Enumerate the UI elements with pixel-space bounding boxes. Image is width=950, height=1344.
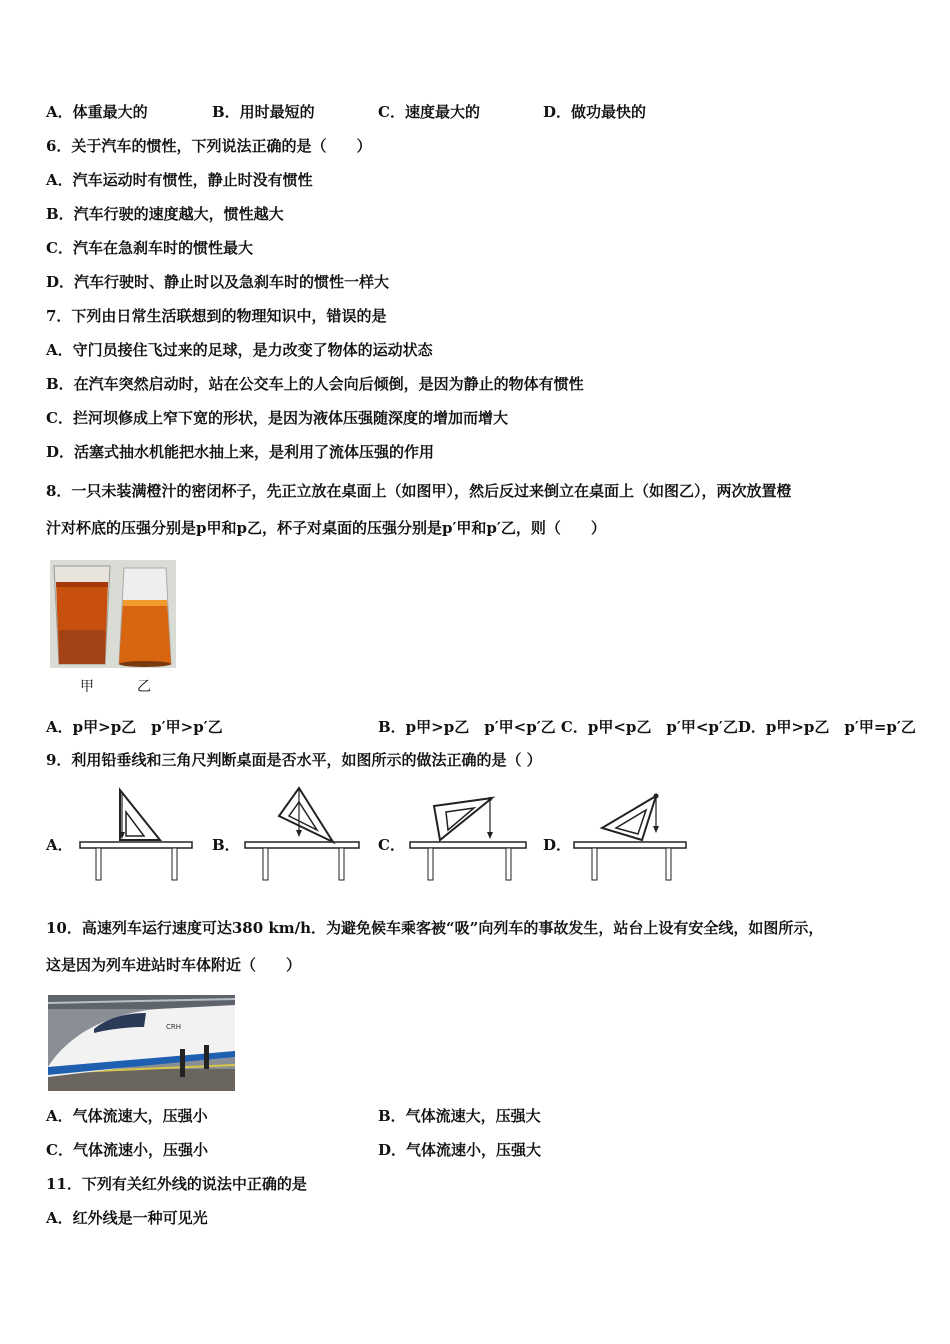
q10-option-a: A．气体流速大，压强小 (46, 1107, 208, 1125)
q9-figure-d (572, 782, 690, 882)
q9-figure-c (408, 782, 530, 882)
q10-stem-line2: 这是因为列车进站时车体附近（ ） (46, 956, 302, 974)
q7-option-c: C．拦河坝修成上窄下宽的形状，是因为液体压强随深度的增加而增大 (46, 409, 508, 427)
q5-option-c: C．速度最大的 (378, 103, 480, 121)
q9-option-c-label: C． (378, 836, 405, 854)
q7-option-b: B．在汽车突然启动时，站在公交车上的人会向后倾倒，是因为静止的物体有惯性 (46, 375, 584, 393)
cup-caption-jia: 甲 (80, 679, 94, 695)
q5-option-a: A．体重最大的 (46, 103, 148, 121)
q9-option-a-label: A． (46, 836, 73, 854)
q10-option-d: D．气体流速小，压强大 (378, 1141, 542, 1159)
q10-option-b: B．气体流速大，压强大 (378, 1107, 541, 1125)
juice-cups-figure (50, 560, 176, 668)
q11-option-a: A．红外线是一种可见光 (46, 1209, 208, 1227)
q7-stem: 7．下列由日常生活联想到的物理知识中，错误的是 (46, 307, 387, 325)
q8-stem-line2: 汁对杯底的压强分别是p甲和p乙，杯子对桌面的压强分别是p′甲和p′乙，则（ ） (46, 519, 606, 537)
q6-stem: 6．关于汽车的惯性，下列说法正确的是（ ） (46, 137, 372, 155)
q10-stem-line1: 10．高速列车运行速度可达380 km/h．为避免候车乘客被“吸”向列车的事故发生，站台上设有安全线，如图所示， (46, 919, 824, 937)
q6-option-d: D．汽车行驶时、静止时以及急刹车时的惯性一样大 (46, 273, 390, 291)
q10-option-c: C．气体流速小，压强小 (46, 1141, 208, 1159)
q9-figure-b (243, 782, 363, 882)
train-photo (48, 995, 235, 1091)
q11-stem: 11．下列有关红外线的说法中正确的是 (46, 1175, 307, 1193)
q7-option-a: A．守门员接住飞过来的足球，是力改变了物体的运动状态 (46, 341, 433, 359)
q9-figure-a (78, 782, 196, 882)
q5-option-b: B．用时最短的 (212, 103, 315, 121)
q6-option-a: A．汽车运动时有惯性，静止时没有惯性 (46, 171, 313, 189)
cup-caption-yi: 乙 (137, 679, 151, 695)
q6-option-c: C．汽车在急刹车时的惯性最大 (46, 239, 253, 257)
q8-stem-line1: 8．一只未装满橙汁的密闭杯子，先正立放在桌面上（如图甲），然后反过来倒立在桌面上（如图乙），两次放置橙 (46, 482, 792, 500)
q5-option-d: D．做功最快的 (543, 103, 647, 121)
q8-options-bcd: B．p甲>p乙 p′甲<p′乙 C．p甲<p乙 p′甲<p′乙D．p甲>p乙 p′甲=p′乙 (378, 718, 916, 736)
svg-text:CRH: CRH (166, 1023, 182, 1031)
q9-option-d-label: D． (543, 836, 572, 854)
q8-option-a: A．p甲>p乙 p′甲>p′乙 (46, 718, 223, 736)
q7-option-d: D．活塞式抽水机能把水抽上来，是利用了流体压强的作用 (46, 443, 435, 461)
q9-option-b-label: B． (212, 836, 240, 854)
q9-stem: 9．利用铅垂线和三角尺判断桌面是否水平，如图所示的做法正确的是（ ） (46, 751, 542, 769)
q6-option-b: B．汽车行驶的速度越大，惯性越大 (46, 205, 284, 223)
